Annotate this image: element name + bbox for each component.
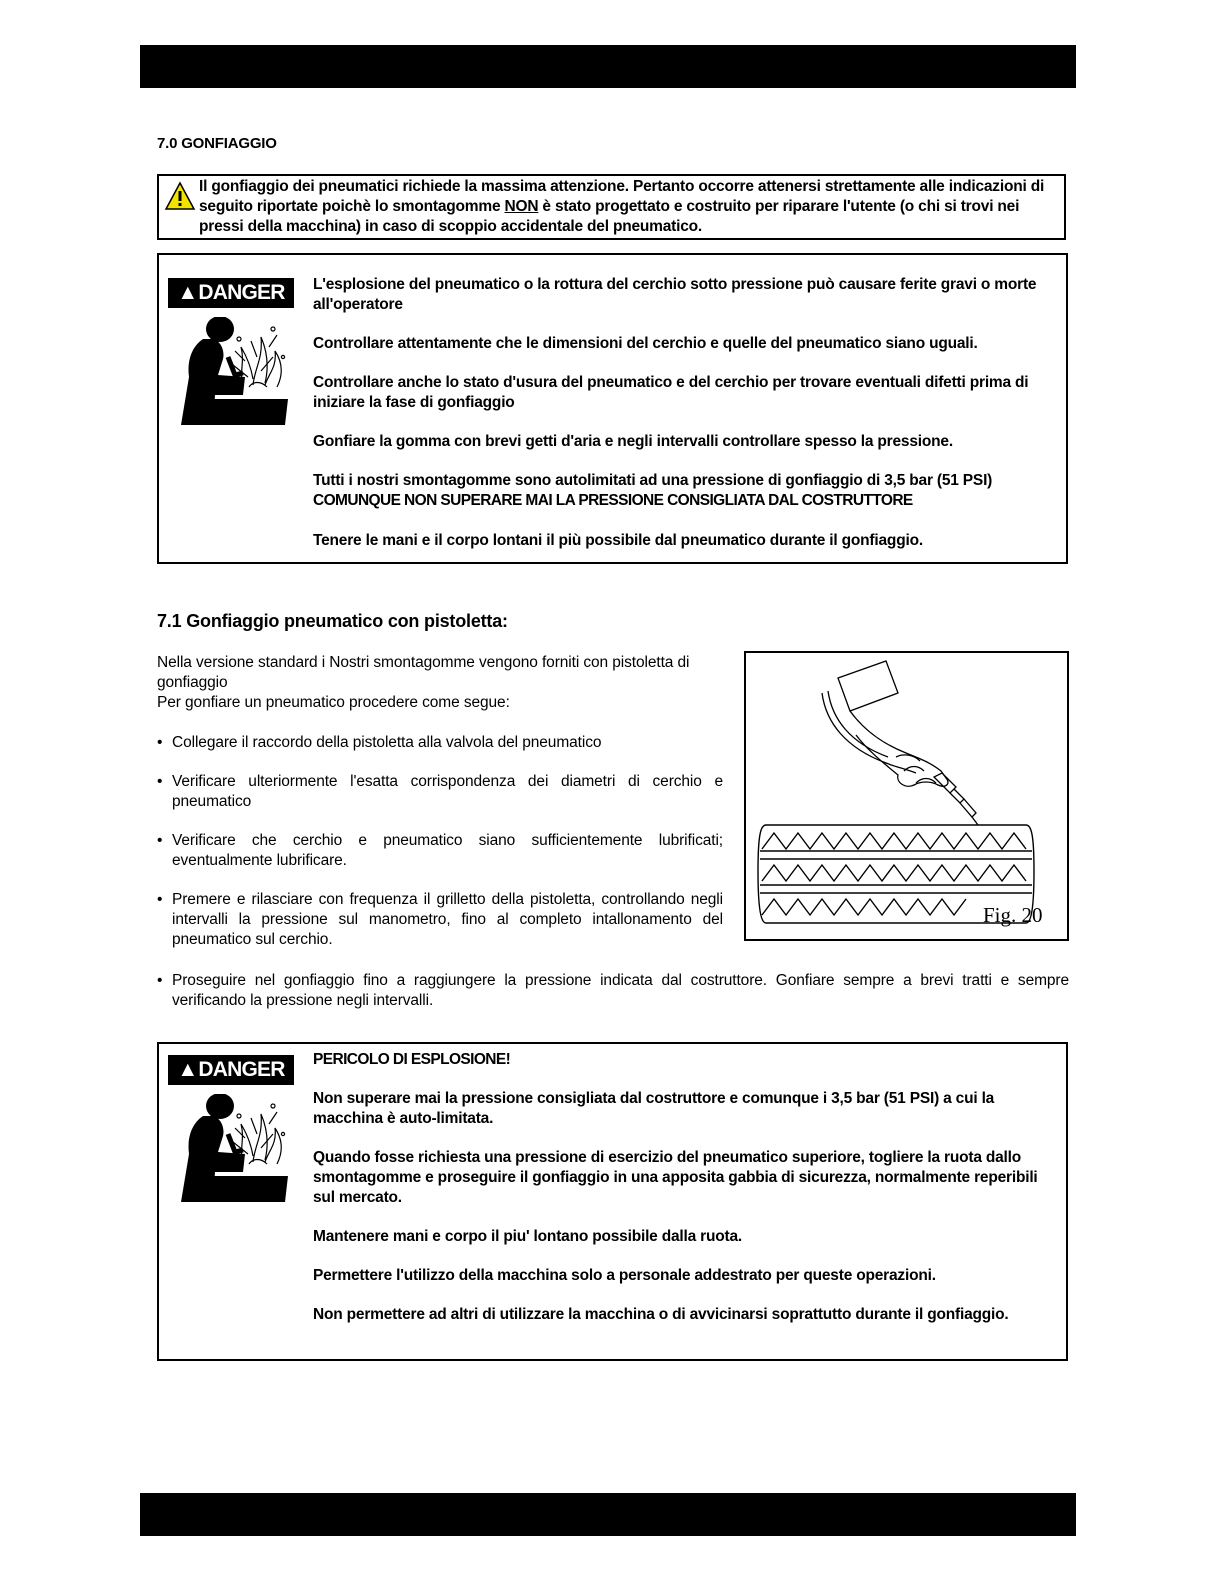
figure-20 — [744, 651, 1069, 941]
list-item: • Verificare ulteriormente l'esatta corrispondenza dei diametri di cerchio e pneumatico — [157, 772, 723, 812]
warning-emphasis: NON — [504, 198, 539, 215]
list-item: • Collegare il raccordo della pistoletta alla valvola del pneumatico — [157, 733, 723, 753]
danger-label: ▲ DANGER — [168, 278, 294, 308]
header-bar — [140, 45, 1076, 88]
footer-bar — [140, 1493, 1076, 1536]
danger-text-1: L'esplosione del pneumatico o la rottura del cerchio sotto pressione può causare ferite gravi o morte all'operatore Controllare attentamente che le dimensioni del cerchio e quelle del pneumatico siano uguali. Controllare anche lo stato d'usura del pneumatico e del cerchio per trovare eventuali difetti prima di iniziare la fase di gonfiaggio Gonfiare la gomma con brevi getti d'aria e negli intervalli controllare spesso la pressione. Tutti i nostri smontagomme sono autolimitati ad una pressione di gonfiaggio di 3,5 bar (51 PSI) COMUNQUE NON SUPERARE MAI LA PRESSIONE CONSIGLIATA DAL COSTRUTTORE Tenere le mani e il corpo lontani il più possibile dal pneumatico durante il gonfiaggio. — [313, 276, 1037, 549]
danger-text-2: PERICOLO DI ESPLOSIONE! Non superare mai la pressione consigliata dal costruttore e comunque i 3,5 bar (51 PSI) a cui la macchina è auto-limitata. Quando fosse richiesta una pressione di esercizio del pneumatico superiore, togliere la ruota dallo smontagomme e proseguire il gonfiaggio in una apposita gabbia di sicurezza, normalmente reperibili sul mercato. Mantenere mani e corpo il piu' lontano possibile dalla ruota. Permettere l'utilizzo della macchina solo a personale addestrato per queste operazioni. Non permettere ad altri di utilizzare la macchina o di avvicinarsi soprattutto durante il gonfiaggio. — [313, 1051, 1038, 1323]
intro-text: Nella versione standard i Nostri smontagomme vengono forniti con pistoletta di gonfiaggio Per gonfiare un pneumatico procedere come segue: — [157, 654, 690, 711]
warning-triangle-icon — [164, 181, 196, 211]
list-item: • Premere e rilasciare con frequenza il grilletto della pistoletta, controllando negli intervalli la pressione sul manometro, fino al completo intallonamento del pneumatico sul cerchio. — [157, 890, 723, 950]
danger-alert-icon: ▲ — [177, 1058, 198, 1081]
explosion-person-icon — [173, 1094, 293, 1204]
subsection-title: 7.1 Gonfiaggio pneumatico con pistoletta: — [157, 611, 508, 631]
danger-box-1 — [157, 253, 1068, 564]
figure-caption: Fig. 20 — [983, 903, 1043, 927]
explosion-person-icon — [173, 317, 293, 427]
danger-label: ▲ DANGER — [168, 1055, 294, 1085]
list-item: • Verificare che cerchio e pneumatico siano sufficientemente lubrificati; eventualmente lubrificare. — [157, 831, 723, 871]
steps-list-continued — [157, 971, 1069, 1030]
list-item: • Proseguire nel gonfiaggio fino a raggiungere la pressione indicata dal costruttore. Gonfiare sempre a brevi tratti e sempre verificando la pressione negli intervalli. — [157, 971, 1069, 1011]
section-title: 7.0 GONFIAGGIO — [157, 135, 277, 152]
steps-list — [157, 733, 723, 969]
inflation-gun-illustration — [746, 653, 1067, 939]
danger-alert-icon: ▲ — [177, 281, 198, 304]
danger-box-2 — [157, 1042, 1068, 1361]
warning-box — [157, 174, 1066, 240]
warning-text: Il gonfiaggio dei pneumatici richiede la massima attenzione. Pertanto occorre attenersi strettamente alle indicazioni di seguito riportate poichè lo smontagomme NON è stato progettato e costruito per riparare l'utente (o chi si trovi nei pressi della macchina) in caso di scoppio accidentale del pneumatico. — [199, 178, 1045, 235]
